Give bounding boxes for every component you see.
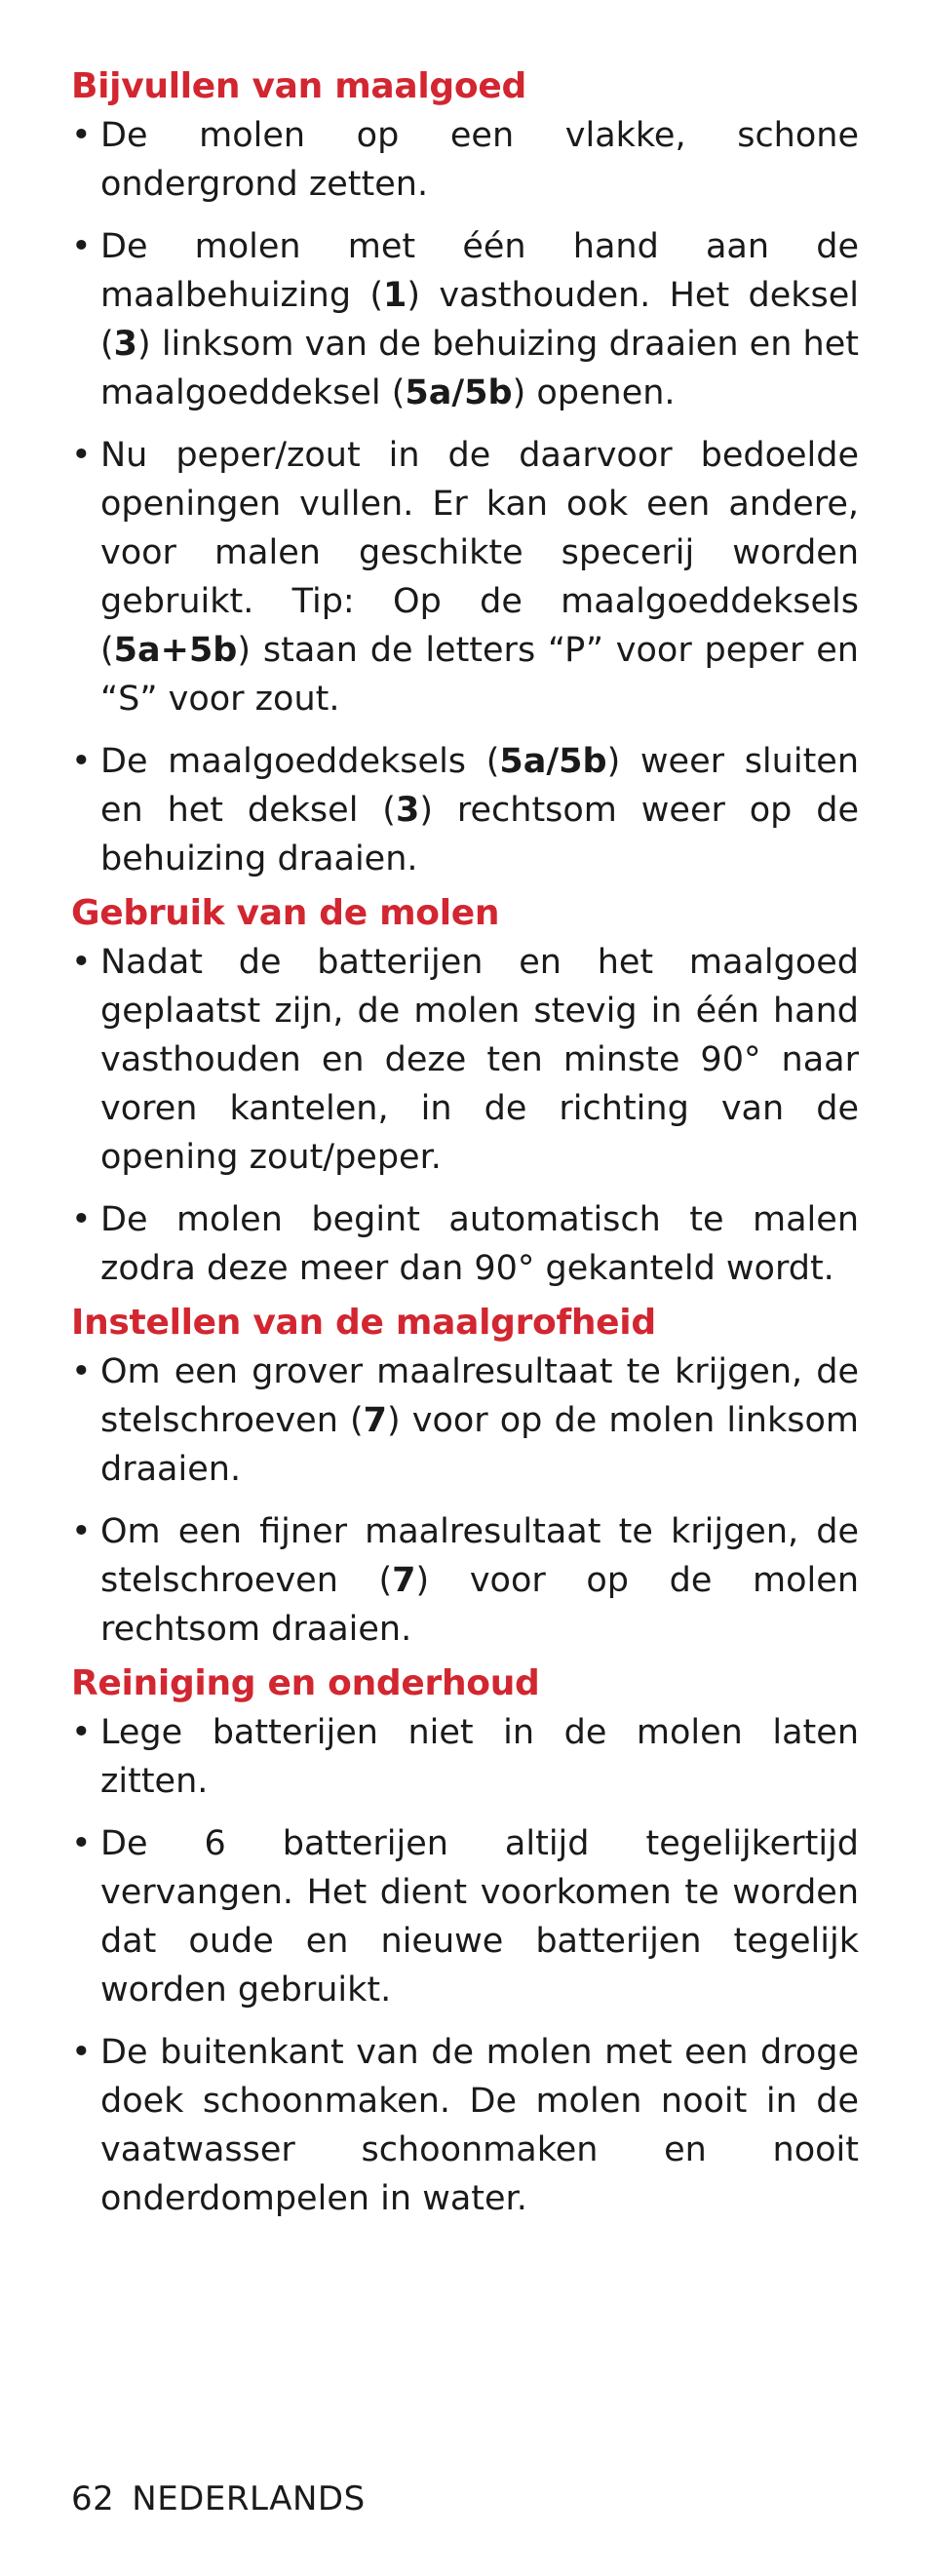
- section-heading: Reiniging en onderhoud: [71, 1663, 540, 1703]
- bullet-icon: •: [71, 1824, 92, 1863]
- list-item: • Nu peper/zout in de daarvoor bedoelde openingen vullen. Er kan ook een andere, voor malen geschikte specerij worden gebruikt. Tip: Op de maalgoeddeksels (5a+5b) staan de letters “P” voor peper en “S” voor zout.: [71, 431, 859, 723]
- part-reference: 7: [392, 1561, 416, 1600]
- page-number: 62: [71, 2479, 115, 2518]
- part-reference: 5a/5b: [499, 742, 607, 781]
- list-item: • Om een grover maalresultaat te krijgen, de stelschroeven (7) voor op de molen linksom draaien.: [71, 1347, 859, 1494]
- bullet-icon: •: [71, 436, 92, 475]
- bullet-icon: •: [71, 1713, 92, 1752]
- list-item: • De molen met één hand aan de maalbehuizing (1) vasthouden. Het deksel (3) linksom van de behuizing draaien en het maalgoeddeksel (5a/5b) openen.: [71, 222, 859, 417]
- bullet-icon: •: [71, 742, 92, 781]
- page-footer: [71, 2477, 366, 2521]
- list-item: • De maalgoeddeksels (5a/5b) weer sluiten en het deksel (3) rechtsom weer op de behuizing draaien.: [71, 737, 859, 883]
- bullet-icon: •: [71, 1512, 92, 1551]
- list-item: • Nadat de batterijen en het maalgoed geplaatst zijn, de molen stevig in één hand vasthouden en deze ten minste 90° naar voren kantelen, in de richting van de opening zout/peper.: [71, 938, 859, 1182]
- list-item: • De buitenkant van de molen met een droge doek schoonmaken. De molen nooit in de vaatwasser schoonmaken en nooit onderdompelen in water.: [71, 2028, 859, 2223]
- part-reference: 1: [383, 276, 407, 315]
- list-item: • Lege batterijen niet in de molen laten zitten.: [71, 1708, 859, 1806]
- bullet-icon: •: [71, 116, 92, 155]
- list-item: • Om een fijner maalresultaat te krijgen, de stelschroeven (7) voor op de molen rechtsom draaien.: [71, 1507, 859, 1654]
- bullet-icon: •: [71, 1352, 92, 1391]
- section-heading: Instellen van de maalgrofheid: [71, 1303, 656, 1343]
- section-maalgrofheid: [71, 1299, 859, 1654]
- part-reference: 5a/5b: [405, 373, 513, 412]
- bullet-icon: •: [71, 227, 92, 266]
- bullet-icon: •: [71, 2033, 92, 2072]
- section-bijvullen: [71, 62, 859, 883]
- part-reference: 7: [363, 1401, 387, 1440]
- section-gebruik: [71, 889, 859, 1293]
- bullet-icon: •: [71, 1200, 92, 1239]
- language-label: NEDERLANDS: [132, 2479, 366, 2518]
- list-item: • De 6 batterijen altijd tegelijkertijd vervangen. Het dient voorkomen te worden dat oude en nieuwe batterijen tegelijk worden gebruikt.: [71, 1819, 859, 2014]
- bullet-icon: •: [71, 943, 92, 982]
- list-item: • De molen op een vlakke, schone ondergrond zetten.: [71, 111, 859, 209]
- list-item: • De molen begint automatisch te malen zodra deze meer dan 90° gekanteld wordt.: [71, 1195, 859, 1293]
- part-reference: 3: [113, 325, 138, 364]
- part-reference: 5a+5b: [113, 631, 238, 670]
- section-reiniging: [71, 1659, 859, 2223]
- manual-page: [71, 57, 859, 2223]
- part-reference: 3: [395, 791, 420, 830]
- section-heading: Gebruik van de molen: [71, 893, 500, 933]
- section-heading: Bijvullen van maalgoed: [71, 66, 526, 106]
